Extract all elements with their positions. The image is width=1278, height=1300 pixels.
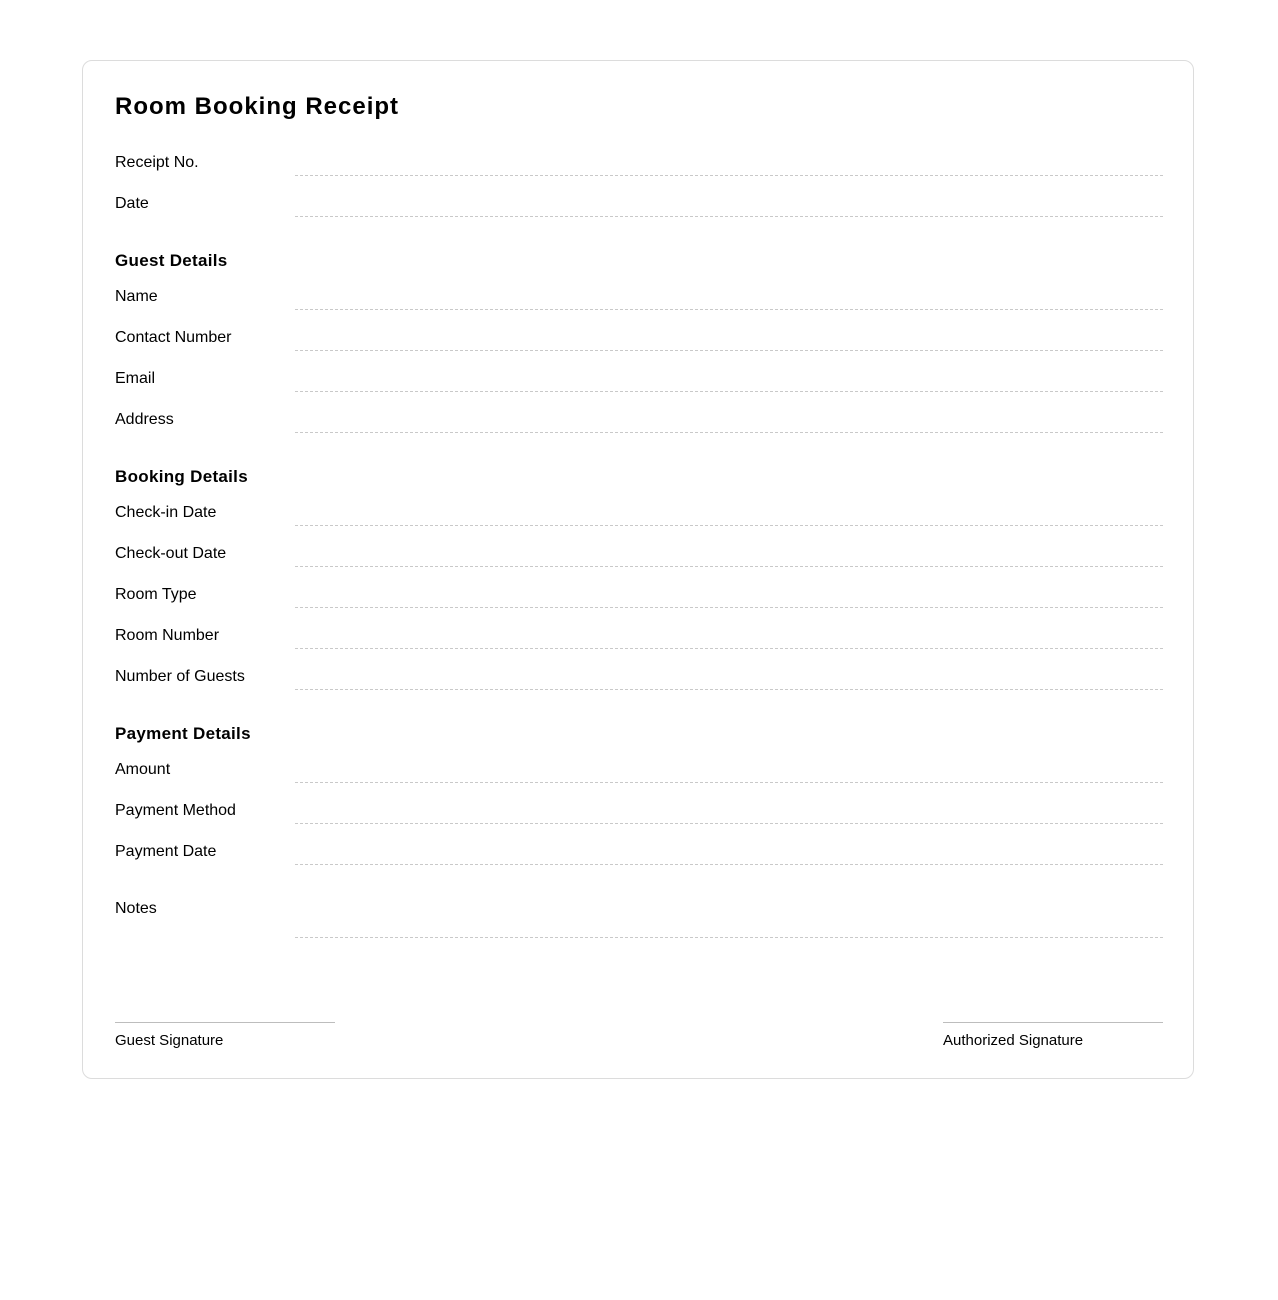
check-out-date-label: Check-out Date: [115, 545, 227, 562]
room-type-row: [115, 585, 1163, 609]
amount-row: [115, 760, 1163, 784]
payment-details-heading: Payment Details: [115, 724, 251, 743]
contact-number-field[interactable]: [295, 350, 1163, 351]
email-label: Email: [115, 370, 156, 387]
email-field[interactable]: [295, 391, 1163, 392]
check-in-date-field[interactable]: [295, 525, 1163, 526]
authorized-signature-label: Authorized Signature: [943, 1032, 1084, 1049]
date-label: Date: [115, 195, 149, 212]
notes-field[interactable]: [295, 937, 1163, 938]
date-field[interactable]: [295, 216, 1163, 217]
room-number-field[interactable]: [295, 648, 1163, 649]
contact-number-row: [115, 328, 1163, 352]
check-in-date-row: [115, 503, 1163, 527]
receipt-number-row: [115, 153, 1163, 177]
notes-label: Notes: [115, 900, 157, 917]
room-number-label: Room Number: [115, 627, 220, 644]
amount-label: Amount: [115, 761, 171, 778]
room-type-label: Room Type: [115, 586, 197, 603]
receipt-card: [82, 60, 1194, 1079]
room-type-field[interactable]: [295, 607, 1163, 608]
email-row: [115, 369, 1163, 393]
guest-signature-line[interactable]: [115, 1022, 335, 1023]
notes-row: [115, 899, 1163, 941]
receipt-title: Room Booking Receipt: [115, 93, 400, 120]
payment-method-row: [115, 801, 1163, 825]
payment-method-label: Payment Method: [115, 802, 236, 819]
payment-date-label: Payment Date: [115, 843, 217, 860]
guest-signature-label: Guest Signature: [115, 1032, 224, 1049]
payment-method-field[interactable]: [295, 823, 1163, 824]
guest-name-field[interactable]: [295, 309, 1163, 310]
check-out-date-row: [115, 544, 1163, 568]
date-row: [115, 194, 1163, 218]
contact-number-label: Contact Number: [115, 329, 232, 346]
check-in-date-label: Check-in Date: [115, 504, 217, 521]
guest-signature-block: [115, 1022, 335, 1050]
guest-name-label: Name: [115, 288, 158, 305]
receipt-number-label: Receipt No.: [115, 154, 199, 171]
address-label: Address: [115, 411, 174, 428]
address-row: [115, 410, 1163, 434]
room-number-row: [115, 626, 1163, 650]
payment-date-row: [115, 842, 1163, 866]
number-of-guests-label: Number of Guests: [115, 668, 245, 685]
guest-details-heading: Guest Details: [115, 251, 228, 270]
guest-name-row: [115, 287, 1163, 311]
amount-field[interactable]: [295, 782, 1163, 783]
authorized-signature-block: [943, 1022, 1163, 1050]
receipt-number-field[interactable]: [295, 175, 1163, 176]
booking-details-heading: Booking Details: [115, 467, 248, 486]
payment-date-field[interactable]: [295, 864, 1163, 865]
number-of-guests-field[interactable]: [295, 689, 1163, 690]
authorized-signature-line[interactable]: [943, 1022, 1163, 1023]
address-field[interactable]: [295, 432, 1163, 433]
check-out-date-field[interactable]: [295, 566, 1163, 567]
number-of-guests-row: [115, 667, 1163, 691]
